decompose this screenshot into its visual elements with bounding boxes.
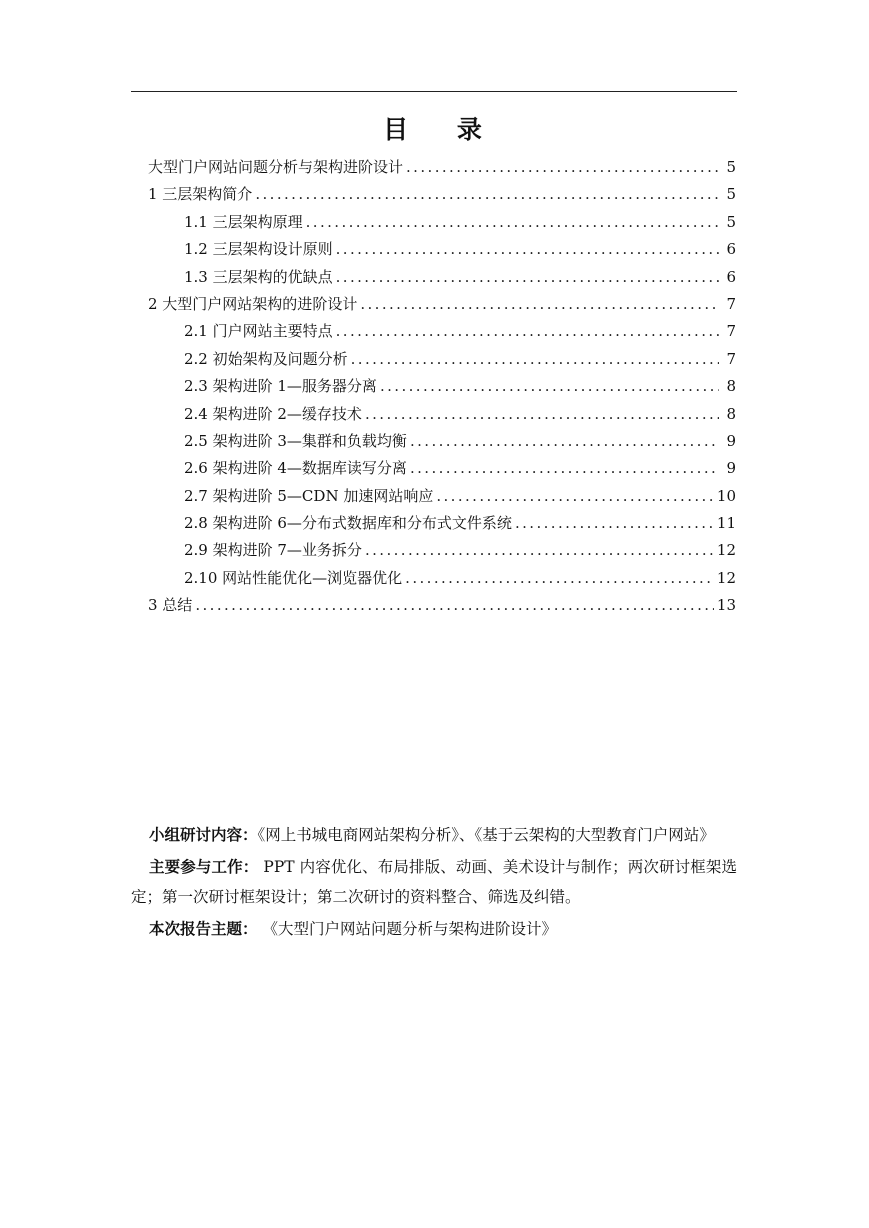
toc-entry[interactable] [148,265,736,292]
header-rule [131,91,737,92]
toc-entry-page: 8 [726,377,736,396]
note-value: PPT 内容优化、布局排版、动画、美术设计与制作；两次研讨框架选定；第一次研讨框架设计；第二次研讨的资料整合、筛选及纠错。 [131,858,737,906]
toc-entry-label: 2.2 初始架构及问题分析 [184,349,348,368]
toc-entry-page: 9 [726,431,736,450]
note-value: 《网上书城电商网站架构分析》、《基于云架构的大型教育门户网站》 [257,826,715,844]
note-key: 主要参与工作： [149,858,259,876]
toc-entry[interactable] [148,182,736,209]
toc-entry-label: 2.3 架构进阶 1—服务器分离 [184,377,377,396]
toc-dot-leader [365,402,719,426]
toc-dot-leader [406,155,719,179]
toc-dot-leader [195,593,714,617]
toc-entry-page: 5 [726,185,736,204]
toc-entry-label: 1.1 三层架构原理 [184,212,303,231]
toc-entry-page: 6 [726,240,736,259]
toc-entry[interactable] [148,484,736,511]
toc-dot-leader [336,265,719,289]
toc-entry[interactable] [148,429,736,456]
table-of-contents [148,155,736,621]
toc-entry-label: 1 三层架构简介 [148,185,253,204]
toc-entry-label: 2.1 门户网站主要特点 [184,322,333,341]
toc-entry[interactable] [148,456,736,483]
toc-entry-label: 2 大型门户网站架构的进阶设计 [148,294,358,313]
note-group-discussion [131,820,737,850]
toc-dot-leader [515,511,714,535]
toc-entry[interactable] [148,319,736,346]
toc-entry[interactable] [148,155,736,182]
note-main-work [131,852,737,912]
toc-entry-label: 2.5 架构进阶 3—集群和负载均衡 [184,431,407,450]
toc-dot-leader [380,374,719,398]
toc-entry-label: 2.4 架构进阶 2—缓存技术 [184,404,362,423]
toc-dot-leader [336,319,719,343]
toc-entry[interactable] [148,237,736,264]
toc-entry-label: 大型门户网站问题分析与架构进阶设计 [148,158,404,176]
toc-entry-label: 2.6 架构进阶 4—数据库读写分离 [184,459,407,478]
toc-entry-page: 10 [716,486,736,505]
toc-entry-page: 12 [716,568,736,587]
toc-entry-page: 11 [716,514,736,533]
note-key: 本次报告主题： [149,920,258,938]
note-value: 《大型门户网站问题分析与架构进阶设计》 [257,920,557,938]
toc-entry-page: 12 [716,541,736,560]
toc-entry[interactable] [148,402,736,429]
toc-entry-label: 2.8 架构进阶 6—分布式数据库和分布式文件系统 [184,514,512,533]
toc-entry-label: 1.3 三层架构的优缺点 [184,267,333,286]
note-key: 小组研讨内容： [149,826,258,844]
toc-dot-leader [410,429,719,453]
toc-entry[interactable] [148,374,736,401]
toc-entry-label: 3 总结 [148,596,193,615]
toc-entry-page: 13 [716,596,736,615]
toc-entry-page: 8 [726,404,736,423]
toc-dot-leader [436,484,714,508]
toc-dot-leader [336,237,719,261]
toc-dot-leader [351,347,719,371]
toc-entry-page: 7 [726,322,736,341]
toc-entry[interactable] [148,292,736,319]
toc-entry[interactable] [148,593,736,620]
toc-entry-page: 7 [726,294,736,313]
toc-entry[interactable] [148,511,736,538]
toc-dot-leader [360,292,719,316]
toc-entry[interactable] [148,347,736,374]
toc-entry-page: 7 [726,349,736,368]
notes-section [131,820,737,946]
toc-dot-leader [410,456,719,480]
toc-entry-label: 2.10 网站性能优化—浏览器优化 [184,568,403,587]
toc-entry-page: 5 [726,158,736,176]
toc-dot-leader [255,182,719,206]
page-title: 目 录 [383,115,502,144]
toc-dot-leader [405,566,714,590]
toc-dot-leader [306,210,719,234]
toc-entry[interactable] [148,566,736,593]
toc-entry[interactable] [148,538,736,565]
toc-entry-label: 2.7 架构进阶 5—CDN 加速网站响应 [184,486,434,505]
toc-entry-page: 9 [726,459,736,478]
toc-entry-label: 1.2 三层架构设计原则 [184,240,333,259]
note-report-topic [131,914,737,944]
toc-entry-page: 6 [726,267,736,286]
toc-entry[interactable] [148,210,736,237]
toc-entry-label: 2.9 架构进阶 7—业务拆分 [184,541,362,560]
toc-dot-leader [365,538,714,562]
toc-entry-page: 5 [726,212,736,231]
